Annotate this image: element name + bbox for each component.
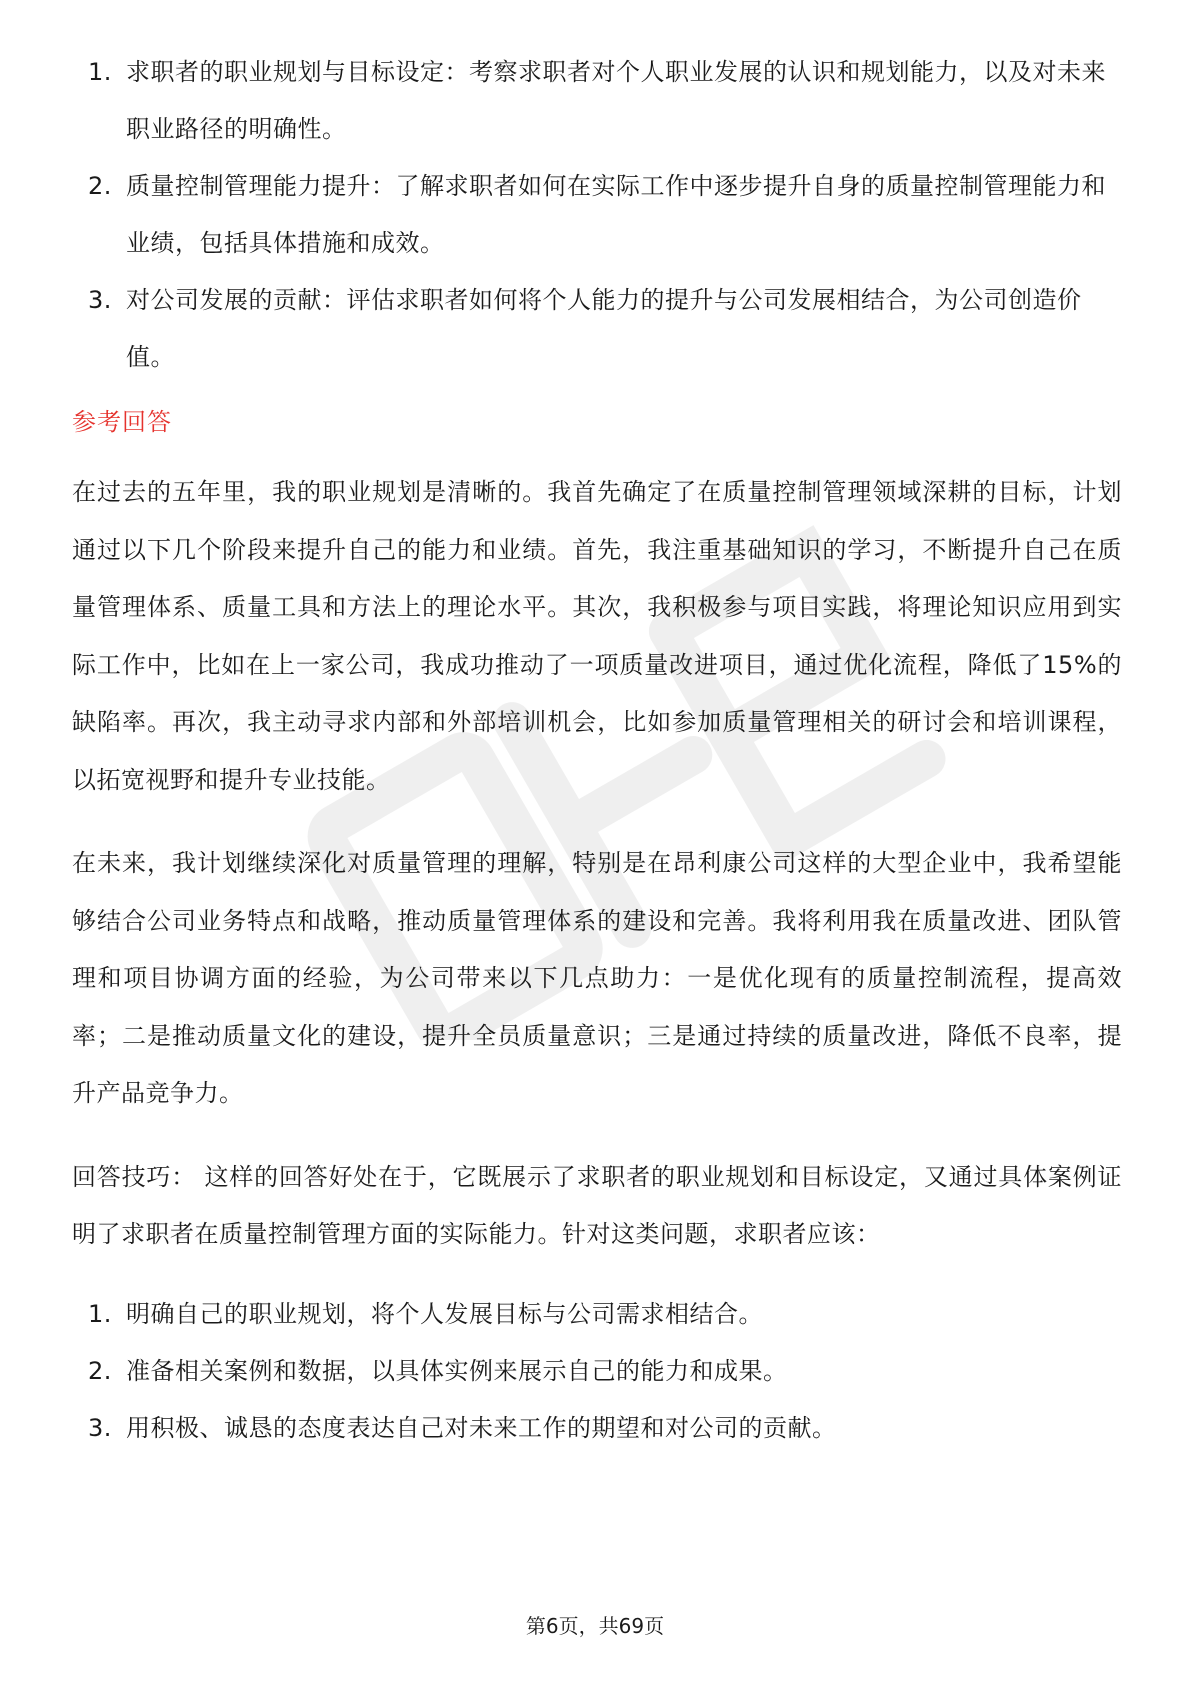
- tips-paragraph: 回答技巧： 这样的回答好处在于，它既展示了求职者的职业规划和目标设定，又通过具体案例证明了求职者在质量控制管理方面的实际能力。针对这类问题，求职者应该：: [72, 1162, 1122, 1248]
- list-number: 3.: [88, 1413, 112, 1442]
- answer-paragraph: 在过去的五年里，我的职业规划是清晰的。我首先确定了在质量控制管理领域深耕的目标，计划通过以下几个阶段来提升自己的能力和业绩。首先，我注重基础知识的学习，不断提升自己在质量管理体系、质量工具和方法上的理论水平。其次，我积极参与项目实践，将理论知识应用到实际工作中，比如在上一家公司，我成功推动了一项质量改进项目，通过优化流程，降低了15%的缺陷率。再次，我主动寻求内部和外部培训机会，比如参加质量管理相关的研讨会和培训课程，以拓宽视野和提升专业技能。: [72, 478, 1122, 794]
- page-footer: 第6页，共69页: [525, 1614, 665, 1638]
- list-number: 2.: [88, 172, 112, 200]
- advice-list: [72, 1286, 1122, 1457]
- list-item: [72, 272, 1122, 386]
- criteria-list: [72, 44, 1122, 386]
- list-item: [72, 1286, 1122, 1343]
- list-text: 对公司发展的贡献：评估求职者如何将个人能力的提升与公司发展相结合，为公司创造价值。: [126, 286, 1082, 371]
- list-item: [72, 1400, 1122, 1457]
- list-item: [72, 44, 1122, 158]
- answer-paragraph: 在未来，我计划继续深化对质量管理的理解，特别是在昂利康公司这样的大型企业中，我希望能够结合公司业务特点和战略，推动质量管理体系的建设和完善。我将利用我在质量改进、团队管理和项目协调方面的经验，为公司带来以下几点助力：一是优化现有的质量控制流程，提高效率；二是推动质量文化的建设，提升全员质量意识；三是通过持续的质量改进，降低不良率，提升产品竞争力。: [72, 849, 1122, 1107]
- list-text: 明确自己的职业规划，将个人发展目标与公司需求相结合。: [126, 1299, 763, 1328]
- list-text: 求职者的职业规划与目标设定：考察求职者对个人职业发展的认识和规划能力，以及对未来职业路径的明确性。: [126, 58, 1106, 143]
- list-number: 1.: [88, 58, 112, 86]
- list-number: 1.: [88, 1299, 112, 1328]
- list-text: 质量控制管理能力提升：了解求职者如何在实际工作中逐步提升自身的质量控制管理能力和业绩，包括具体措施和成效。: [126, 172, 1106, 257]
- list-text: 准备相关案例和数据，以具体实例来展示自己的能力和成果。: [126, 1356, 788, 1385]
- list-text: 用积极、诚恳的态度表达自己对未来工作的期望和对公司的贡献。: [126, 1413, 837, 1442]
- content: [72, 44, 1122, 1457]
- reference-answer-heading: 参考回答: [72, 408, 172, 436]
- list-number: 2.: [88, 1356, 112, 1385]
- list-item: [72, 1343, 1122, 1400]
- list-item: [72, 158, 1122, 272]
- list-number: 3.: [88, 286, 112, 314]
